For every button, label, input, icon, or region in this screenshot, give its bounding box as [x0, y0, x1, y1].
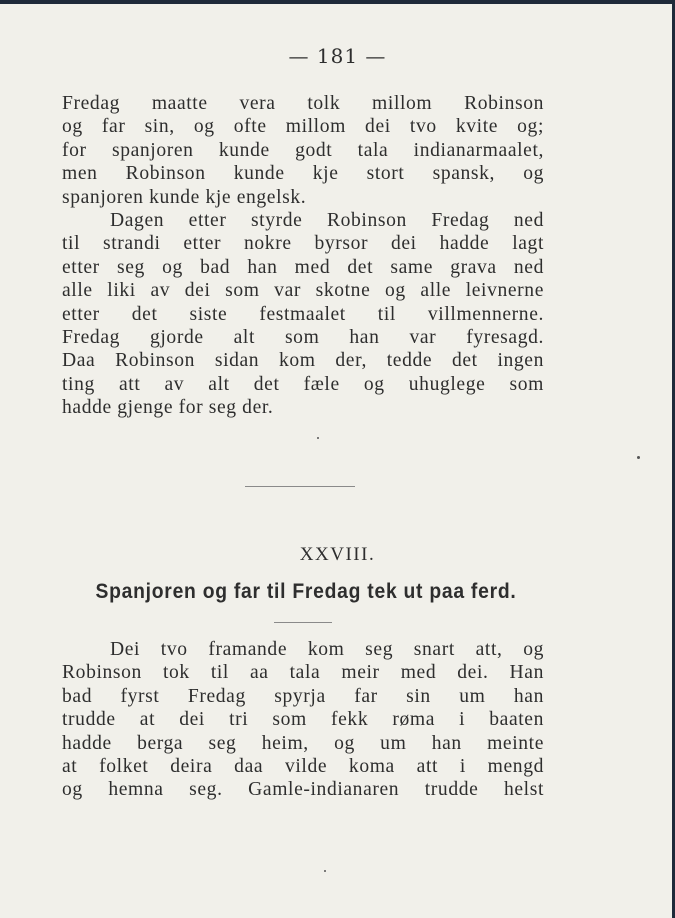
chapter-title: Spanjoren og far til Fredag tek ut paa ferd.	[95, 580, 517, 603]
text-line: alle liki av dei som var skotne og alle leivnerne	[62, 280, 544, 302]
text-line: til strandi etter nokre byrsor dei hadde lagt	[62, 233, 544, 255]
page-number: — 181 —	[288, 44, 387, 68]
text-line: Daa Robinson sidan kom der, tedde det ingen	[62, 350, 544, 372]
scan-speck	[637, 456, 640, 459]
text-line: for spanjoren kunde godt tala indianarmaalet,	[62, 139, 544, 161]
text-line: Dei tvo framande kom seg snart att, og	[110, 639, 544, 660]
paragraph-2	[62, 209, 544, 420]
section-divider	[245, 486, 355, 487]
text-line: hadde berga seg heim, og um han meinte	[62, 732, 544, 754]
scan-speck	[317, 437, 319, 439]
title-rule	[274, 622, 332, 623]
text-line: Dagen etter styrde Robinson Fredag ned	[110, 210, 544, 231]
text-line: Robinson tok til aa tala meir med dei. Han	[62, 662, 544, 684]
text-line: Fredag maatte vera tolk millom Robinson	[62, 93, 544, 114]
text-line: etter seg og bad han med det same grava ned	[62, 256, 544, 278]
paragraph-3	[62, 638, 544, 802]
text-line: ting att av alt det fæle og uhuglege som	[62, 373, 544, 395]
text-line: Fredag gjorde alt som han var fyresagd.	[62, 327, 544, 349]
text-line: trudde at dei tri som fekk røma i baaten	[62, 709, 544, 731]
text-line: og hemna seg. Gamle-indianaren trudde helst	[62, 779, 544, 801]
paragraph-1	[62, 92, 544, 209]
text-line: bad fyrst Fredag spyrja far sin um han	[62, 685, 544, 707]
text-line: men Robinson kunde kje stort spansk, og	[62, 163, 544, 185]
text-line: hadde gjenge for seg der.	[62, 397, 274, 419]
text-line: at folket deira daa vilde koma att i mengd	[62, 756, 544, 778]
text-line: og far sin, og ofte millom dei tvo kvite og;	[62, 116, 544, 138]
scan-speck	[324, 870, 326, 872]
text-line: etter det siste festmaalet til villmennerne.	[62, 303, 544, 325]
text-line: spanjoren kunde kje engelsk.	[62, 186, 307, 208]
chapter-number: XXVIII.	[299, 544, 376, 565]
scan-edge-top	[0, 0, 675, 4]
